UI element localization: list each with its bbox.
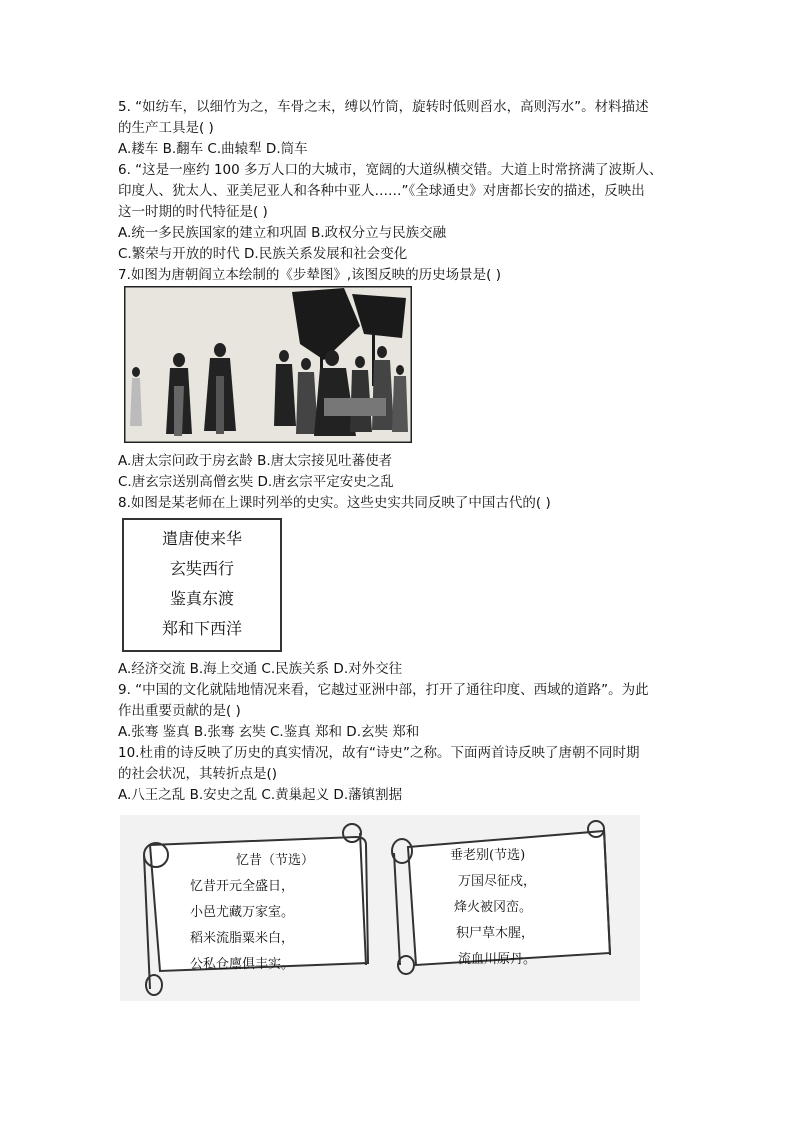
poem-yixi-line-1: 忆昔开元全盛日，	[190, 879, 295, 894]
q7-options-ab: A.唐太宗问政于房玄龄 B.唐太宗接见吐蕃使者	[118, 453, 393, 469]
q5-options: A.耧车 B.翻车 C.曲辕犁 D.筒车	[118, 141, 308, 157]
q7-stem: 7.如图为唐朝阎立本绘制的《步辇图》,该图反映的历史场景是( )	[118, 267, 501, 283]
q6-stem-line2: 印度人、犹太人、亚美尼亚人和各种中亚人……”《全球通史》对唐都长安的描述，反映出	[118, 183, 645, 199]
q6-options-cd: C.繁荣与开放的时代 D.民族关系发展和社会变化	[118, 246, 408, 262]
q5-stem-line1: 5. “如纺车，以细竹为之，车骨之末，缚以竹筒，旋转时低则舀水，高则泻水”。材料描述	[118, 99, 649, 115]
q10-options: A.八王之乱 B.安史之乱 C.黄巢起义 D.藩镇割据	[118, 787, 403, 803]
poem-chuilaobie-line-1: 万国尽征戍，	[458, 874, 537, 889]
poem-yixi-line-3: 稻米流脂粟米白，	[190, 931, 295, 946]
q6-options-ab: A.统一多民族国家的建立和巩固 B.政权分立与民族交融	[118, 225, 447, 241]
poem-yixi-title: 忆昔（节选）	[235, 853, 314, 868]
poem-chuilaobie-line-3: 积尸草木腥，	[456, 926, 535, 941]
q9-options: A.张骞 鉴真 B.张骞 玄奘 C.鉴真 郑和 D.玄奘 郑和	[118, 724, 420, 740]
poem-yixi-line-2: 小邑尤藏万家室。	[190, 905, 295, 920]
q6-stem-line1: 6. “这是一座约 100 多万人口的大城市，宽阔的大道纵横交错。大道上时常挤满了波斯人、	[118, 162, 663, 178]
q8-fact-1: 遣唐使来华	[161, 529, 242, 548]
poem-chuilaobie	[446, 843, 596, 973]
q8-stem: 8.如图是某老师在上课时列举的史实。这些史实共同反映了中国古代的( )	[118, 495, 551, 511]
q9-stem-line2: 作出重要贡献的是( )	[118, 703, 241, 719]
q7-options-cd: C.唐玄宗送别高僧玄奘 D.唐玄宗平定安史之乱	[118, 474, 394, 490]
poem-chuilaobie-line-4: 流血川原丹。	[458, 952, 537, 967]
q6-stem-line3: 这一时期的时代特征是( )	[118, 204, 268, 220]
poem-chuilaobie-line-2: 烽火被冈峦。	[454, 900, 533, 915]
q10-stem-line2: 的社会状况，其转折点是()	[118, 766, 278, 782]
q8-facts-box	[122, 518, 282, 652]
q10-stem-line1: 10.杜甫的诗反映了历史的真实情况，故有“诗史”之称。下面两首诗反映了唐朝不同时期	[118, 745, 640, 761]
q8-fact-4: 郑和下西洋	[161, 619, 242, 638]
bunian-painting-image	[124, 286, 412, 443]
q8-fact-2: 玄奘西行	[169, 559, 234, 578]
poem-yixi	[190, 848, 350, 978]
q9-stem-line1: 9. “中国的文化就陆地情况来看，它越过亚洲中部，打开了通往印度、西域的道路”。为此	[118, 682, 649, 698]
q8-options: A.经济交流 B.海上交通 C.民族关系 D.对外交往	[118, 661, 403, 677]
q5-stem-line2: 的生产工具是( )	[118, 120, 214, 136]
poem-chuilaobie-title: 垂老别(节选)	[450, 848, 526, 863]
q8-fact-3: 鉴真东渡	[169, 589, 234, 608]
poem-yixi-line-4: 公私仓廪俱丰实。	[190, 957, 295, 972]
